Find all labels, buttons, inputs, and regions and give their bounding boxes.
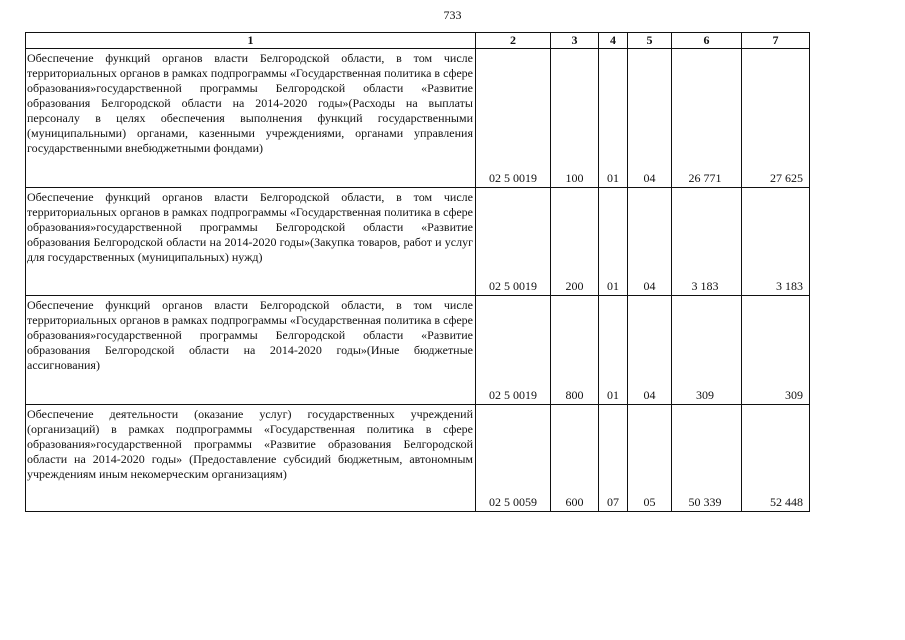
row-subsection: 05 <box>628 405 672 512</box>
column-header: 4 <box>599 33 628 49</box>
row-description: Обеспечение функций органов власти Белгородской области, в том числе территориальных органов в рамках подпрограммы «Государственная политика в сфере образования»государственной программы Белгородской области «Развитие образования Белгородской области на 2014-2020 годы»(Закупка товаров, работ и услуг для государственных (муниципальных) нужд) <box>26 188 476 296</box>
table-row <box>26 296 810 405</box>
row-section: 01 <box>599 296 628 405</box>
row-section: 01 <box>599 49 628 188</box>
column-header: 7 <box>742 33 810 49</box>
row-amount-2: 309 <box>742 296 810 405</box>
row-description: Обеспечение функций органов власти Белгородской области, в том числе территориальных органов в рамках подпрограммы «Государственная политика в сфере образования»государственной программы Белгородской области «Развитие образования Белгородской области на 2014-2020 годы»(Расходы на выплаты персоналу в целях обеспечения выполнения функций государственными (муниципальными) органами, казенными учреждениями, органами управления государственными внебюджетными фондами) <box>26 49 476 188</box>
table-row <box>26 405 810 512</box>
table-row <box>26 188 810 296</box>
row-code: 02 5 0019 <box>476 188 551 296</box>
row-description: Обеспечение деятельности (оказание услуг) государственных учреждений (организаций) в рамках подпрограммы «Государственная политика в сфере образования»государственной программы «Развитие образования Белгородской области на 2014-2020 годы» (Предоставление субсидий бюджетным, автономным учреждениям иным некомерческим организациям) <box>26 405 476 512</box>
column-header: 6 <box>672 33 742 49</box>
row-expense-type: 600 <box>551 405 599 512</box>
row-amount-2: 52 448 <box>742 405 810 512</box>
column-header: 5 <box>628 33 672 49</box>
row-description: Обеспечение функций органов власти Белгородской области, в том числе территориальных органов в рамках подпрограммы «Государственная политика в сфере образования»государственной программы Белгородской области «Развитие образования Белгородской области на 2014-2020 годы»(Иные бюджетные ассигнования) <box>26 296 476 405</box>
row-section: 07 <box>599 405 628 512</box>
row-expense-type: 800 <box>551 296 599 405</box>
row-subsection: 04 <box>628 296 672 405</box>
row-amount-1: 26 771 <box>672 49 742 188</box>
row-code: 02 5 0019 <box>476 49 551 188</box>
column-header: 3 <box>551 33 599 49</box>
row-code: 02 5 0019 <box>476 296 551 405</box>
row-amount-2: 3 183 <box>742 188 810 296</box>
row-section: 01 <box>599 188 628 296</box>
row-subsection: 04 <box>628 188 672 296</box>
row-subsection: 04 <box>628 49 672 188</box>
row-amount-1: 309 <box>672 296 742 405</box>
row-expense-type: 100 <box>551 49 599 188</box>
table-row <box>26 49 810 188</box>
row-amount-1: 50 339 <box>672 405 742 512</box>
row-expense-type: 200 <box>551 188 599 296</box>
column-header: 2 <box>476 33 551 49</box>
page-number: 733 <box>443 8 462 22</box>
column-header: 1 <box>26 33 476 49</box>
row-amount-1: 3 183 <box>672 188 742 296</box>
header-row <box>26 33 810 49</box>
row-code: 02 5 0059 <box>476 405 551 512</box>
row-amount-2: 27 625 <box>742 49 810 188</box>
budget-table <box>25 32 810 512</box>
